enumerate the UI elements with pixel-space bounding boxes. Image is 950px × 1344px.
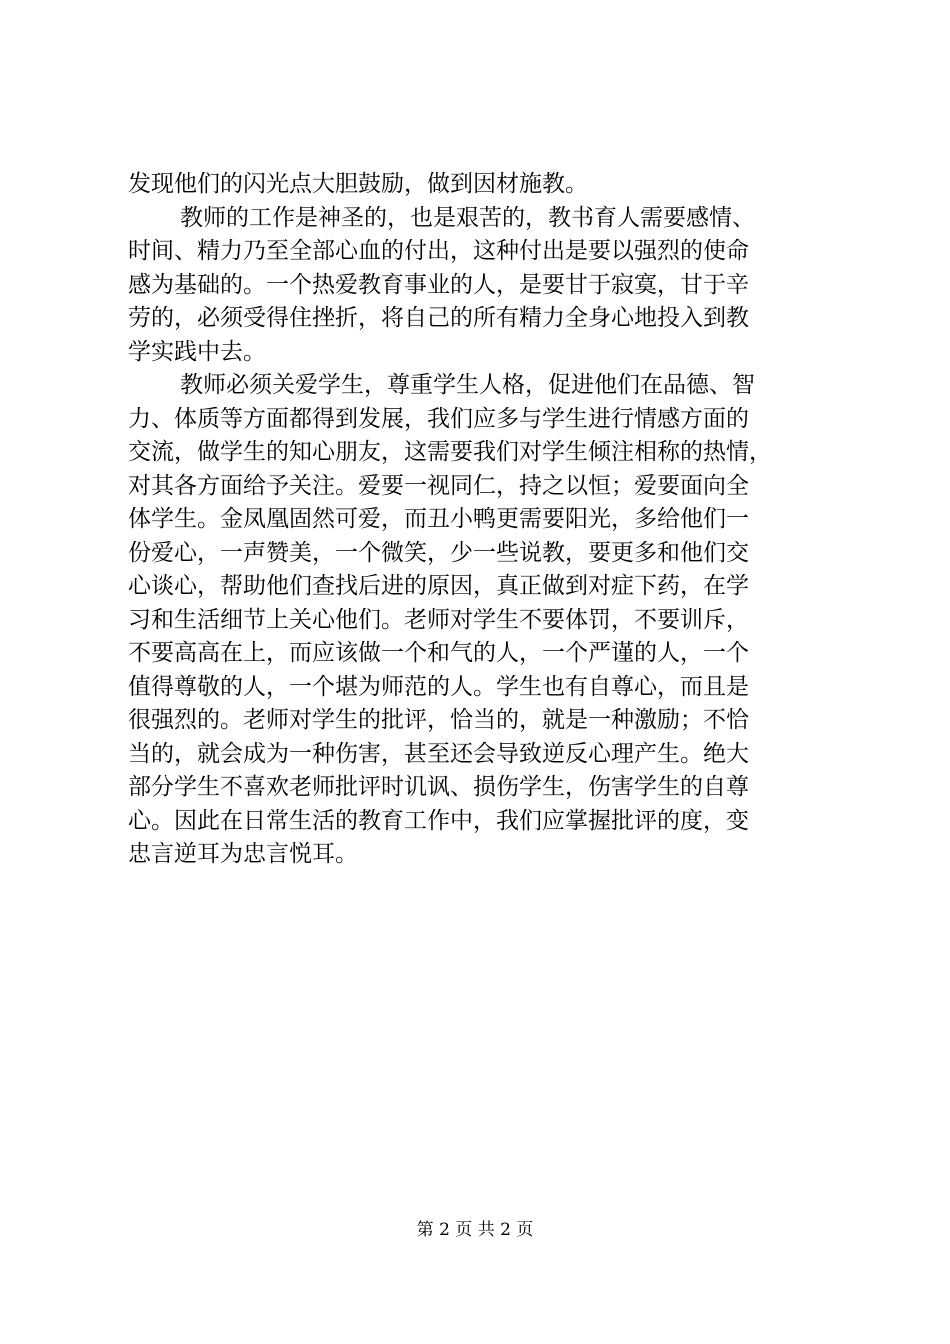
- page-number-footer: 第 2 页 共 2 页: [416, 1220, 534, 1240]
- document-body: [128, 168, 828, 872]
- text-line: 心。因此在日常生活的教育工作中，我们应掌握批评的度，变: [128, 807, 749, 834]
- text-line: 对其各方面给予关注。爱要一视同仁，持之以恒；爱要面向全: [128, 472, 749, 499]
- text-line: 感为基础的。一个热爱教育事业的人，是要甘于寂寞，甘于辛: [128, 271, 749, 298]
- paragraph-first-line: 教师的工作是神圣的，也是艰苦的，教书育人需要感情、: [180, 204, 755, 231]
- text-line: 部分学生不喜欢老师批评时讥讽、损伤学生，伤害学生的自尊: [128, 774, 749, 800]
- text-line: 发现他们的闪光点大胆鼓励，做到因材施教。: [128, 171, 588, 197]
- paragraph-first-line: 教师必须关爱学生，尊重学生人格，促进他们在品德、智: [180, 372, 755, 398]
- text-line: 心谈心，帮助他们查找后进的原因，真正做到对症下药，在学: [128, 573, 749, 599]
- text-line: 份爱心，一声赞美，一个微笑，少一些说教，要更多和他们交: [128, 539, 749, 566]
- text-line: 时间、精力乃至全部心血的付出，这种付出是要以强烈的使命: [128, 238, 749, 264]
- text-line: 力、体质等方面都得到发展，我们应多与学生进行情感方面的: [128, 405, 749, 432]
- text-line: 劳的，必须受得住挫折，将自己的所有精力全身心地投入到教: [128, 305, 749, 331]
- text-line: 体学生。金凤凰固然可爱，而丑小鸭更需要阳光，多给他们一: [128, 506, 749, 532]
- text-line: 交流，做学生的知心朋友，这需要我们对学生倾注相称的热情，: [128, 439, 772, 465]
- text-line: 值得尊敬的人，一个堪为师范的人。学生也有自尊心，而且是: [128, 673, 749, 700]
- text-line: 习和生活细节上关心他们。老师对学生不要体罚，不要训斥，: [128, 606, 749, 633]
- text-line: 很强烈的。老师对学生的批评，恰当的，就是一种激励；不恰: [128, 707, 749, 733]
- text-line: 学实践中去。: [128, 338, 266, 365]
- text-line: 忠言逆耳为忠言悦耳。: [128, 841, 358, 867]
- text-line: 当的，就会成为一种伤害，甚至还会导致逆反心理产生。绝大: [128, 740, 749, 767]
- text-line: 不要高高在上，而应该做一个和气的人，一个严谨的人，一个: [128, 640, 749, 666]
